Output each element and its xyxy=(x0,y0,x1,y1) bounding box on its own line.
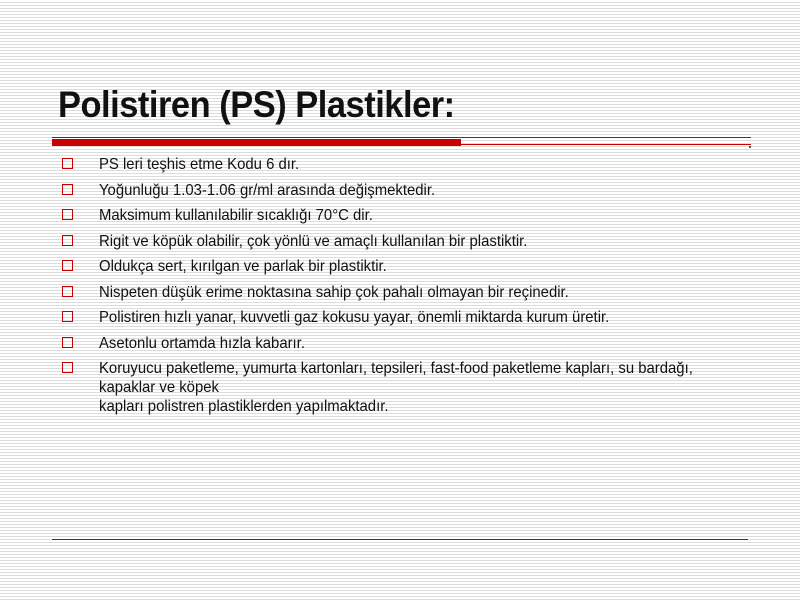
title-underline-thick xyxy=(52,139,461,146)
bullet-text: Oldukça sert, kırılgan ve parlak bir plastiktir. xyxy=(99,258,387,275)
title-underline-thin-lower xyxy=(461,144,751,145)
footer-divider xyxy=(52,539,748,540)
list-item xyxy=(62,334,742,360)
bullet-list xyxy=(62,155,742,416)
list-item xyxy=(62,181,742,207)
bullet-text: Polistiren hızlı yanar, kuvvetli gaz kokusu yayar, önemli miktarda kurum üretir. xyxy=(99,309,610,326)
list-item xyxy=(62,232,742,258)
list-item xyxy=(62,155,742,181)
bullet-text: PS leri teşhis etme Kodu 6 dır. xyxy=(99,156,300,173)
list-item xyxy=(62,308,742,334)
hollow-square-bullet-icon xyxy=(62,362,73,373)
hollow-square-bullet-icon xyxy=(62,260,73,271)
bullet-text: Asetonlu ortamda hızla kabarır. xyxy=(99,334,305,352)
list-item xyxy=(62,359,742,416)
bullet-text: Maksimum kullanılabilir sıcaklığı 70°C dir. xyxy=(99,207,373,224)
bullet-text: Nispeten düşük erime noktasına sahip çok pahalı olmayan bir reçinedir. xyxy=(99,283,569,301)
hollow-square-bullet-icon xyxy=(62,337,73,348)
hollow-square-bullet-icon xyxy=(62,311,73,322)
title-underline-dot xyxy=(749,146,751,148)
hollow-square-bullet-icon xyxy=(62,286,73,297)
list-item xyxy=(62,257,742,283)
bullet-text: Koruyucu paketleme, yumurta kartonları, tepsileri, fast-food paketleme kapları, su bardağı, kapaklar ve köpek kapları polistren plastiklerden yapılmaktadır. xyxy=(99,360,693,415)
title-underline-thin xyxy=(52,137,751,138)
slide-title: Polistiren (PS) Plastikler: xyxy=(58,84,455,125)
bullet-text: Rigit ve köpük olabilir, çok yönlü ve amaçlı kullanılan bir plastiktir. xyxy=(99,232,528,250)
list-item xyxy=(62,206,742,232)
hollow-square-bullet-icon xyxy=(62,209,73,220)
bullet-text: Yoğunluğu 1.03-1.06 gr/ml arasında değişmektedir. xyxy=(99,181,436,199)
hollow-square-bullet-icon xyxy=(62,158,73,169)
hollow-square-bullet-icon xyxy=(62,184,73,195)
hollow-square-bullet-icon xyxy=(62,235,73,246)
list-item xyxy=(62,283,742,309)
